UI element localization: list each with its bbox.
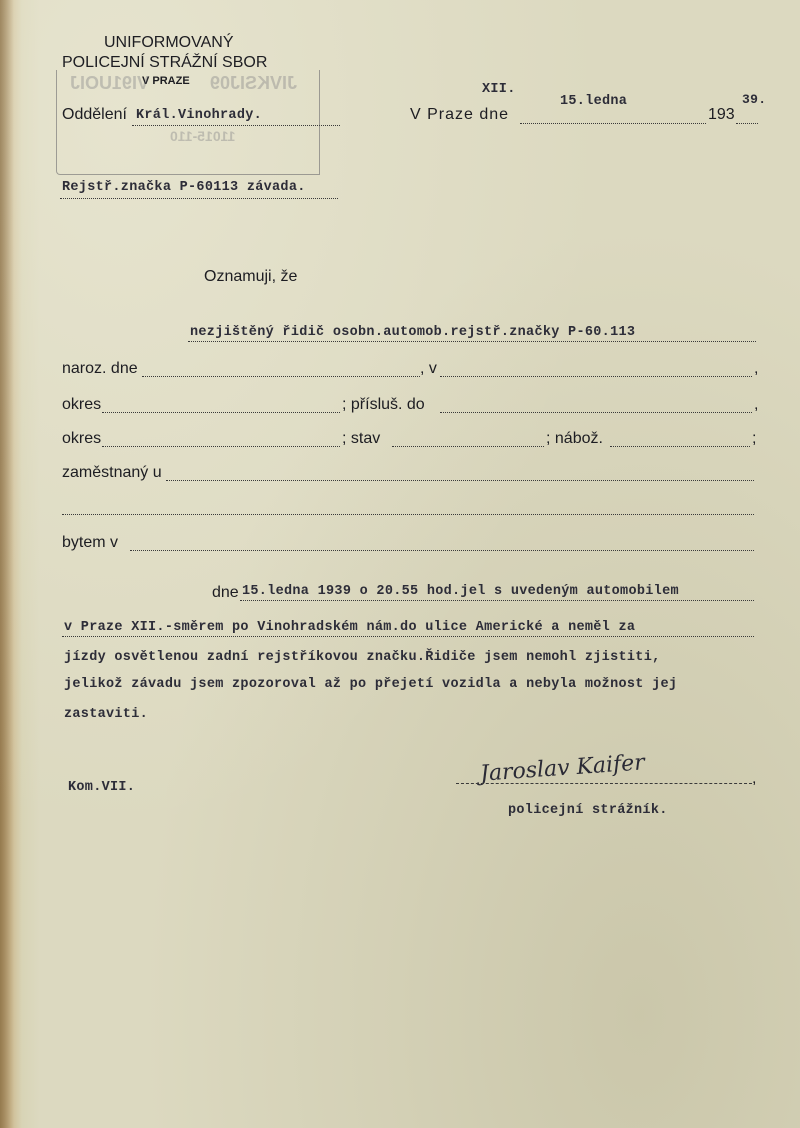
org-name-line2: POLICEJNÍ STRÁŽNÍ SBOR [62,54,268,71]
paper-edge-shadow [0,0,14,1128]
faded-stamp-impression-3: 11015-110 [170,128,236,144]
org-name-line1: UNIFORMOVANÝ [104,34,234,51]
faded-stamp-impression-2: JIVKSIJ09 [210,73,298,93]
narrative-line-3: jízdy osvětlenou zadní rejstříkovou značku.Řidiče jsem nemohl zjistiti, [64,650,661,665]
year-dotted-line [736,123,758,124]
status-dotted-line [392,446,544,447]
narrative-line-5: zastaviti. [64,707,149,722]
residence-label: bytem v [62,534,119,551]
narrative-line-1: 15.ledna 1939 o 20.55 hod.jel s uvedeným automobilem [242,584,679,599]
district-label: okres [62,396,102,413]
born-place-dotted-line [440,376,752,377]
district2-label: okres [62,430,102,447]
faded-stamp-impression-1: VI91UOIJ [70,73,150,93]
belongs-dotted-line [440,412,752,413]
born-place-label: , v [420,360,437,377]
narrative-dotted-line-2 [62,636,754,637]
place-date-label: V Praze dne [410,106,510,123]
district2-dotted-line [102,446,340,447]
commissariat-mark: Kom.VII. [68,780,136,795]
department-dotted-line [132,125,340,126]
narrative-dotted-line-1 [240,600,754,601]
comma-2: , [754,396,759,413]
department-label: Oddělení [62,106,127,123]
date-dotted-line [520,123,706,124]
comma-1: , [754,360,759,377]
employed-dotted-line [166,480,754,481]
residence-dotted-line [130,550,754,551]
district-number: XII. [482,82,516,97]
narrative-line-2: v Praze XII.-směrem po Vinohradském nám.do ulice Americké a neměl za [64,620,636,635]
announce-text: Oznamuji, že [204,268,298,285]
signature: Jaroslav Kaifer [479,750,646,787]
signature-line [456,783,752,784]
subject-dotted-line [188,341,756,342]
date-value: 15.ledna [560,94,628,109]
department-value: Král.Vinohrady. [136,108,263,123]
year-prefix: 193 [708,106,735,123]
registry-dotted-line [60,198,338,199]
religion-label: ; nábož. [546,430,603,447]
employed-label: zaměstnaný u [62,464,162,481]
semicolon-end: ; [752,430,757,447]
religion-dotted-line [610,446,750,447]
belongs-label: ; přísluš. do [342,396,425,413]
district-dotted-line [102,412,340,413]
subject-text: nezjištěný řidič osobn.automob.rejstř.značky P-60.113 [190,325,636,340]
born-dotted-line [142,376,420,377]
status-label: ; stav [342,430,381,447]
signer-title: policejní strážník. [508,803,668,818]
narrative-line-4: jelikož závadu jsem zpozoroval až po přejetí vozidla a nebyla možnost jej [64,677,678,692]
signature-comma: , [752,770,757,787]
registry-mark: Rejstř.značka P-60113 závada. [62,180,306,195]
org-name-line3: V PRAZE [142,75,190,87]
born-label: naroz. dne [62,360,138,377]
day-label: dne [212,584,239,601]
employed-dotted-line-2 [62,514,754,515]
year-suffix: 39. [742,92,767,107]
